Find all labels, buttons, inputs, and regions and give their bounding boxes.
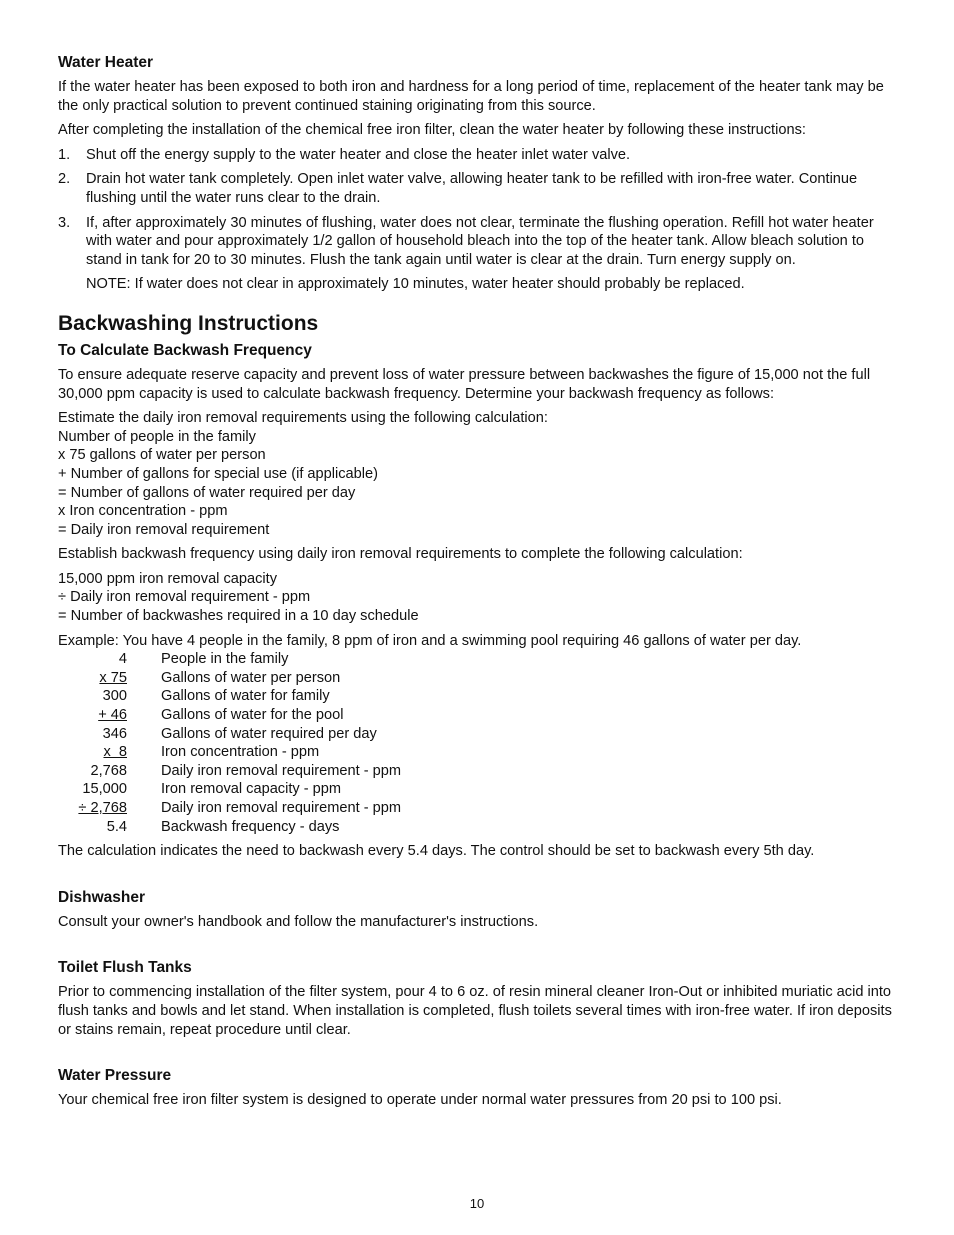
example-label: Gallons of water required per day bbox=[161, 725, 377, 742]
example-table bbox=[72, 650, 401, 836]
water-heater-step-3 bbox=[58, 214, 900, 270]
table-row bbox=[72, 818, 401, 837]
backwash-conclusion: The calculation indicates the need to backwash every 5.4 days. The control should be set to backwash every 5th day. bbox=[58, 843, 815, 860]
example-value: 5.4 bbox=[106, 818, 127, 835]
toilet-heading: Toilet Flush Tanks bbox=[58, 959, 192, 977]
example-label: Gallons of water for family bbox=[161, 688, 330, 705]
table-row bbox=[72, 780, 401, 799]
table-row bbox=[72, 799, 401, 818]
table-row bbox=[72, 669, 401, 688]
example-text: Example: You have 4 people in the family, 8 ppm of iron and a swimming pool requiring 46 gallons of water per day. bbox=[58, 632, 802, 649]
table-row bbox=[72, 706, 401, 725]
backwash-intro: To ensure adequate reserve capacity and prevent loss of water pressure between backwashes the figure of 15,000 not the full 30,000 ppm capacity is used to calculate backwash frequency. Determine your backwash frequency as follows: bbox=[58, 366, 871, 402]
dishwasher-heading: Dishwasher bbox=[58, 888, 146, 906]
calc2-line: 15,000 ppm iron removal capacity bbox=[58, 570, 278, 587]
calc1-line: x Iron concentration - ppm bbox=[58, 503, 228, 520]
toilet-text: Prior to commencing installation of the filter system, pour 4 to 6 oz. of resin mineral cleaner Iron-Out or inhibited muriatic acid into flush tanks and bowls and let stand. When installation is completed, flush toilets several times with iron-free water. If iron deposits or stains remain, repeat procedure until clear. bbox=[58, 984, 892, 1038]
water-heater-step-1 bbox=[58, 146, 900, 165]
table-row bbox=[72, 650, 401, 669]
table-row bbox=[72, 743, 401, 762]
example-value: x 75 bbox=[99, 669, 127, 686]
calc2-line: ÷ Daily iron removal requirement - ppm bbox=[58, 589, 311, 606]
step-text: If, after approximately 30 minutes of flushing, water does not clear, terminate the flushing operation. Refill hot water heater with water and pour approximately 1/2 gallon of household bleach into the top of the heater tank. Allow bleach solution to stand in tank for 20 to 30 minutes. Flush the tank again until water is clear at the drain. Turn energy supply on. bbox=[86, 214, 874, 268]
backwash-frequency-subheading: To Calculate Backwash Frequency bbox=[58, 341, 312, 359]
step-number: 2. bbox=[58, 171, 71, 188]
calc1-line: + Number of gallons for special use (if applicable) bbox=[58, 465, 379, 482]
example-value: 300 bbox=[102, 688, 127, 705]
step-text: Shut off the energy supply to the water heater and close the heater inlet water valve. bbox=[86, 146, 631, 163]
dishwasher-text: Consult your owner's handbook and follow the manufacturer's instructions. bbox=[58, 913, 539, 930]
table-row bbox=[72, 687, 401, 706]
calc2-block bbox=[58, 570, 900, 626]
step-number: 3. bbox=[58, 214, 71, 231]
water-heater-para2: After completing the installation of the chemical free iron filter, clean the water heater by following these instructions: bbox=[58, 122, 806, 139]
calc1-block bbox=[58, 409, 900, 539]
example-value: 346 bbox=[102, 725, 127, 742]
page-content bbox=[58, 52, 900, 1110]
calc1-line: Estimate the daily iron removal requirements using the following calculation: bbox=[58, 410, 548, 427]
example-value: + 46 bbox=[98, 707, 127, 724]
example-value: ÷ 2,768 bbox=[78, 800, 127, 816]
calc1-line: Number of people in the family bbox=[58, 428, 256, 445]
calc1-line: = Daily iron removal requirement bbox=[58, 521, 270, 538]
example-label: Gallons of water per person bbox=[161, 669, 341, 686]
example-label: Iron concentration - ppm bbox=[161, 744, 320, 761]
example-label: Daily iron removal requirement - ppm bbox=[161, 800, 402, 816]
example-value: x 8 bbox=[103, 744, 127, 761]
step-number: 1. bbox=[58, 146, 71, 163]
water-pressure-text: Your chemical free iron filter system is designed to operate under normal water pressures from 20 psi to 100 psi. bbox=[58, 1092, 782, 1109]
example-label: Backwash frequency - days bbox=[161, 818, 340, 835]
example-value: 2,768 bbox=[90, 762, 127, 779]
water-heater-note: NOTE: If water does not clear in approximately 10 minutes, water heater should probably be replaced. bbox=[86, 276, 745, 293]
example-label: Daily iron removal requirement - ppm bbox=[161, 762, 402, 779]
example-label: People in the family bbox=[161, 651, 289, 668]
table-row bbox=[72, 725, 401, 744]
step-text: Drain hot water tank completely. Open inlet water valve, allowing heater tank to be refilled with iron-free water. Continue flushing until the water runs clear to the drain. bbox=[86, 171, 858, 206]
water-heater-heading: Water Heater bbox=[58, 54, 154, 71]
water-pressure-heading: Water Pressure bbox=[58, 1067, 172, 1085]
water-heater-step-2 bbox=[58, 170, 900, 207]
calc2-line: = Number of backwashes required in a 10 day schedule bbox=[58, 608, 419, 625]
table-row bbox=[72, 762, 401, 781]
water-heater-para1: If the water heater has been exposed to both iron and hardness for a long period of time, replacement of the heater tank may be the only practical solution to prevent continued staining originating from this source. bbox=[58, 79, 884, 114]
calc1-line: = Number of gallons of water required per day bbox=[58, 484, 356, 501]
example-label: Gallons of water for the pool bbox=[161, 707, 344, 724]
backwashing-heading: Backwashing Instructions bbox=[58, 311, 319, 335]
calc1-line: x 75 gallons of water per person bbox=[58, 447, 266, 464]
example-value: 4 bbox=[118, 651, 127, 668]
example-label: Iron removal capacity - ppm bbox=[161, 781, 342, 798]
page-number: 10 bbox=[469, 1196, 485, 1211]
example-value: 15,000 bbox=[82, 781, 127, 798]
establish-text: Establish backwash frequency using daily iron removal requirements to complete the following calculation: bbox=[58, 546, 743, 563]
